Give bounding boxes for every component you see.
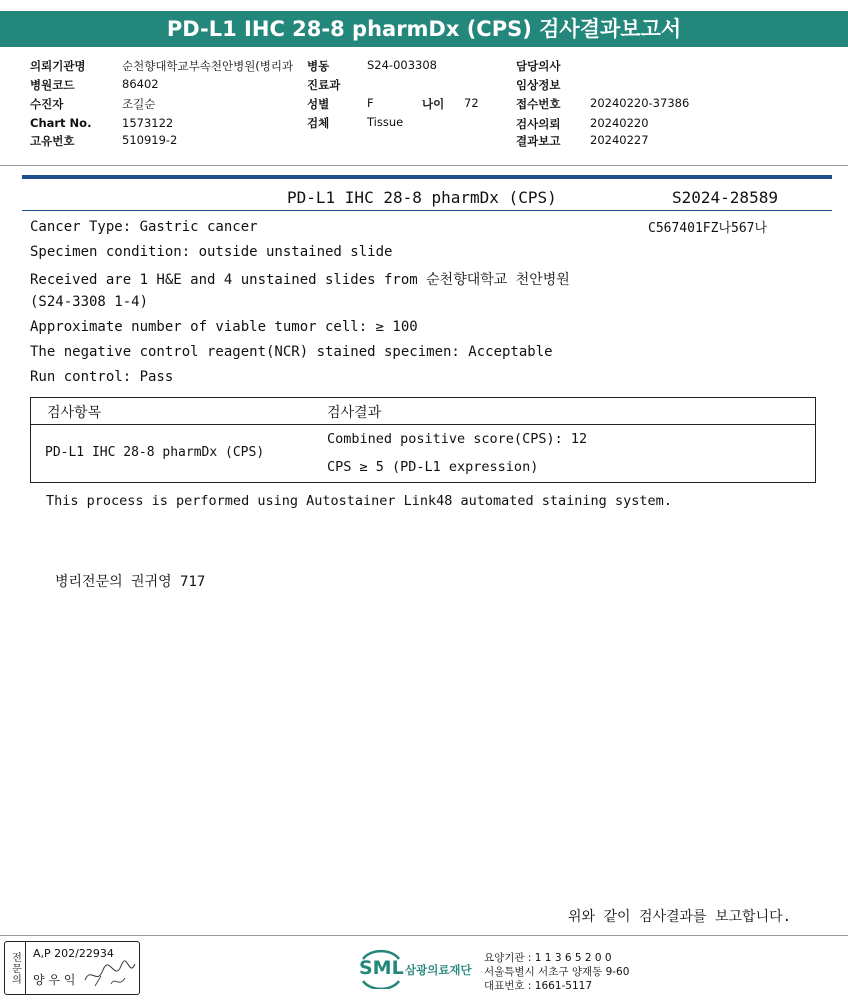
ward-value: S24-003308: [367, 58, 437, 72]
run-control-line: Run control: Pass: [30, 369, 174, 385]
sex-value: F: [367, 96, 374, 110]
id-label: 고유번호: [30, 134, 75, 148]
specimen-condition-line: Specimen condition: outside unstained slide: [30, 244, 393, 260]
phone: 대표번호 : 1661-5117: [484, 980, 593, 992]
chart-label: Chart No.: [30, 116, 92, 130]
dept-label: 진료과: [307, 78, 341, 92]
sub-rule: [22, 210, 832, 211]
process-note: This process is performed using Autostainer Link48 automated staining system.: [46, 493, 672, 509]
clinical-info-label: 임상정보: [516, 78, 561, 92]
result-table: [30, 397, 816, 483]
chart-value: 1573122: [122, 116, 174, 130]
ncr-line: The negative control reagent(NCR) stained specimen: Acceptable: [30, 344, 553, 360]
ap-number: A,P 202/22934: [33, 947, 114, 960]
specimen-code: C567401FZ나567나: [648, 221, 768, 236]
institution-label: 의뢰기관명: [30, 59, 86, 73]
request-date-label: 검사의뢰: [516, 117, 561, 131]
age-label: 나이: [422, 97, 445, 111]
cps-score: Combined positive score(CPS): 12: [327, 431, 588, 447]
patient-value: 조길순: [122, 97, 156, 111]
hospital-code-label: 병원코드: [30, 78, 75, 92]
stamp-label: 전문의: [9, 951, 21, 985]
doctor-label: 담당의사: [516, 59, 561, 73]
case-number: S2024-28589: [672, 188, 778, 207]
age-value: 72: [464, 96, 479, 110]
closing-statement: 위와 같이 검사결과를 보고합니다.: [568, 909, 792, 925]
col-header-item: 검사항목: [47, 405, 102, 421]
institution-code: 요양기관 : 1 1 3 6 5 2 0 0: [484, 952, 612, 964]
received-line: Received are 1 H&E and 4 unstained slides from 순천향대학교 천안병원: [30, 272, 570, 288]
signature-icon: [81, 956, 137, 990]
table-item: PD-L1 IHC 28-8 pharmDx (CPS): [45, 445, 265, 460]
sex-label: 성별: [307, 97, 330, 111]
cps-interpretation: CPS ≥ 5 (PD-L1 expression): [327, 459, 539, 475]
tumor-cell-line: Approximate number of viable tumor cell: ≥ 100: [30, 319, 418, 335]
report-date-label: 결과보고: [516, 134, 561, 148]
institution-value: 순천향대학교부속천안병원(병리과: [122, 59, 294, 73]
stamp-box: [4, 941, 140, 995]
hospital-code-value: 86402: [122, 77, 159, 91]
slide-number-line: (S24-3308 1-4): [30, 294, 149, 310]
test-name-heading: PD-L1 IHC 28-8 pharmDx (CPS): [287, 188, 557, 207]
receipt-no-label: 접수번호: [516, 97, 561, 111]
cancer-type-line: Cancer Type: Gastric cancer: [30, 219, 258, 235]
footer-divider: [0, 935, 848, 936]
foundation-name: 삼광의료재단: [405, 963, 472, 977]
logo-text: SML: [359, 957, 404, 979]
ward-label: 병동: [307, 59, 330, 73]
address: 서울특별시 서초구 양재동 9-60: [484, 966, 630, 978]
report-title: PD-L1 IHC 28-8 pharmDx (CPS) 검사결과보고서: [0, 11, 848, 47]
signer-name: 양 우 익: [33, 973, 76, 987]
specimen-label: 검체: [307, 116, 330, 130]
sml-logo: [357, 947, 477, 989]
table-divider: [31, 424, 815, 425]
receipt-no-value: 20240220-37386: [590, 96, 690, 110]
pathologist-name: 병리전문의 권귀영 717: [55, 574, 206, 590]
request-date-value: 20240220: [590, 116, 649, 130]
top-rule: [22, 175, 832, 179]
specimen-value: Tissue: [367, 115, 404, 129]
patient-label: 수진자: [30, 97, 64, 111]
col-header-result: 검사결과: [327, 405, 382, 421]
report-date-value: 20240227: [590, 133, 649, 147]
header-divider: [0, 165, 848, 166]
id-value: 510919-2: [122, 133, 178, 147]
